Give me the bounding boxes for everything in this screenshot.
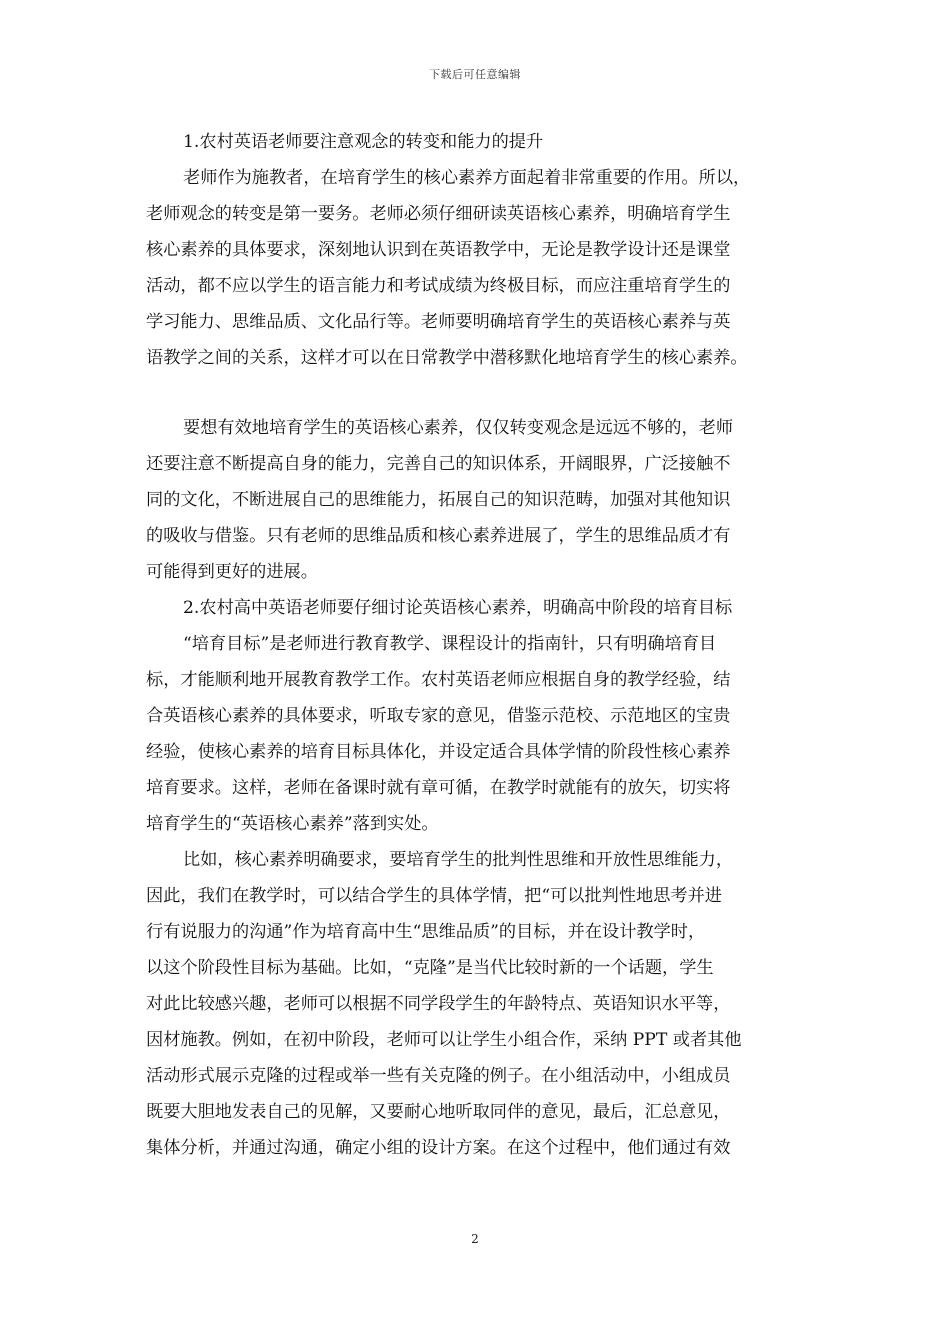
paragraph-line: 活动，都不应以学生的语言能力和考试成绩为终极目标，而应注重培育学生的 [146, 276, 731, 296]
paragraph-line: 因此，我们在教学时，可以结合学生的具体学情，把“可以批判性地思考并进 [146, 886, 722, 906]
paragraph-line: 语教学之间的关系，这样才可以在日常教学中潜移默化地培育学生的核心素养。 [146, 348, 748, 368]
paragraph-line: 以这个阶段性目标为基础。比如，“克隆”是当代比较时新的一个话题，学生 [146, 958, 714, 978]
page-number: 2 [471, 1232, 479, 1246]
paragraph-line: 既要大胆地发表自己的见解，又要耐心地听取同伴的意见，最后，汇总意见， [146, 1102, 731, 1122]
section-1-heading: 1.农村英语老师要注意观念的转变和能力的提升 [183, 132, 544, 152]
section-2-paragraph-2 [146, 842, 826, 1166]
paragraph-line: 同的文化，不断进展自己的思维能力，拓展自己的知识范畴，加强对其他知识 [146, 490, 731, 510]
paragraph-line: 核心素养的具体要求，深刻地认识到在英语教学中，无论是教学设计还是课堂 [146, 240, 731, 260]
paragraph-line: 比如，核心素养明确要求，要培育学生的批判性思维和开放性思维能力， [183, 850, 734, 870]
paragraph-line: 合英语核心素养的具体要求，听取专家的意见，借鉴示范校、示范地区的宝贵 [146, 706, 731, 726]
paragraph-line: 行有说服力的沟通”作为培育高中生“思维品质”的目标，并在设计教学时， [146, 922, 706, 942]
paragraph-line: 学习能力、思维品质、文化品行等。老师要明确培育学生的英语核心素养与英 [146, 312, 731, 332]
paragraph-line: 活动形式展示克隆的过程或举一些有关克隆的例子。在小组活动中，小组成员 [146, 1066, 731, 1086]
paragraph-line: 对此比较感兴趣，老师可以根据不同学段学生的年龄特点、英语知识水平等， [146, 994, 731, 1014]
paragraph-line: 可能得到更好的进展。 [146, 562, 318, 582]
paragraph-line: 的吸收与借鉴。只有老师的思维品质和核心素养进展了，学生的思维品质才有 [146, 526, 731, 546]
paragraph-line: 还要注意不断提高自身的能力，完善自己的知识体系，开阔眼界，广泛接触不 [146, 454, 731, 474]
section-1-paragraph-1 [146, 160, 826, 376]
paragraph-line: 因材施教。例如，在初中阶段，老师可以让学生小组合作，采纳 PPT 或者其他 [146, 1030, 742, 1050]
section-1-paragraph-2 [146, 410, 826, 590]
paragraph-line: 经验，使核心素养的培育目标具体化，并设定适合具体学情的阶段性核心素养 [146, 742, 731, 762]
paragraph-line: 集体分析，并通过沟通，确定小组的设计方案。在这个过程中，他们通过有效 [146, 1138, 731, 1158]
page-header-note: 下载后可任意编辑 [429, 68, 521, 81]
paragraph-gap [146, 376, 826, 410]
paragraph-line: 标，才能顺利地开展教育教学工作。农村英语老师应根据自身的教学经验，结 [146, 670, 731, 690]
paragraph-line: 培育要求。这样，老师在备课时就有章可循，在教学时就能有的放矢，切实将 [146, 778, 731, 798]
document-body [146, 124, 826, 1166]
paragraph-line: 老师观念的转变是第一要务。老师必须仔细研读英语核心素养，明确培育学生 [146, 204, 731, 224]
paragraph-line: “培育目标”是老师进行教育教学、课程设计的指南针，只有明确培育目 [183, 634, 717, 654]
paragraph-line: 老师作为施教者，在培育学生的核心素养方面起着非常重要的作用。所以， [183, 168, 751, 188]
paragraph-line: 要想有效地培育学生的英语核心素养，仅仅转变观念是远远不够的，老师 [183, 418, 734, 438]
section-2-paragraph-1 [146, 626, 826, 842]
section-2-heading: 2.农村高中英语老师要仔细讨论英语核心素养，明确高中阶段的培育目标 [183, 598, 733, 618]
paragraph-line: 培育学生的“英语核心素养”落到实处。 [146, 814, 439, 834]
